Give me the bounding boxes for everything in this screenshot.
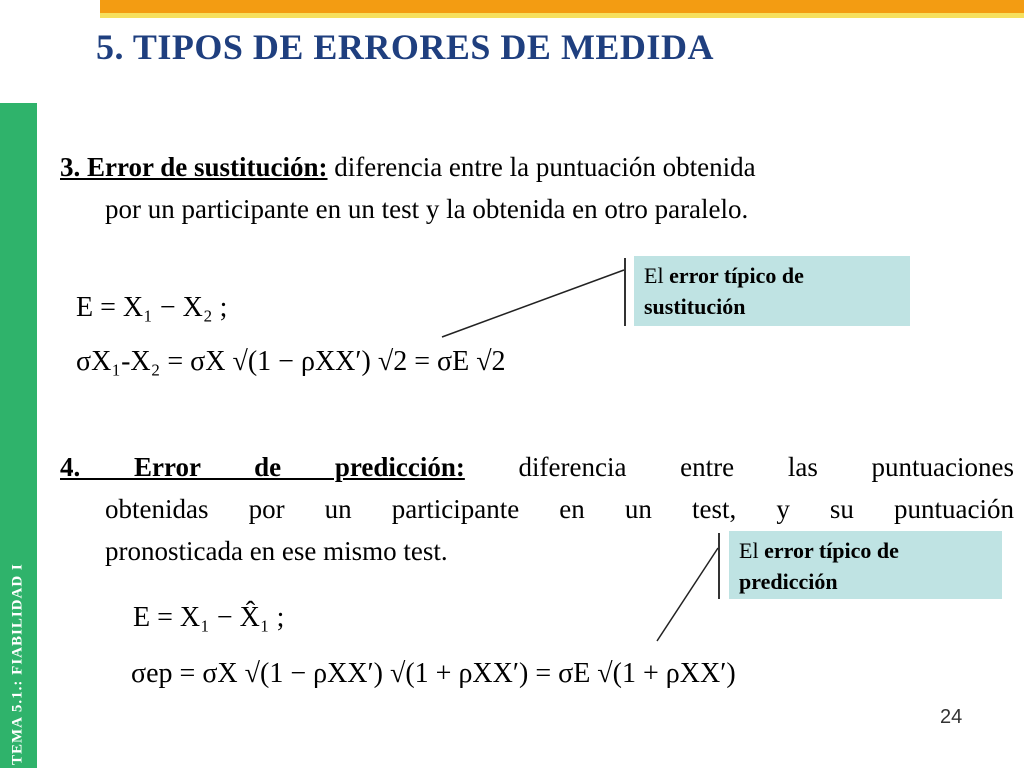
side-label: TEMA 5.1.: FIABILIDAD I (9, 563, 26, 765)
substitution-line1: diferencia entre la puntuación obtenida (327, 152, 756, 182)
formula-substitution-typical-error-text: σX₁-X₂ = σX √(1 − ρXX′) √2 = σE √2 (76, 346, 506, 377)
connector-prediction (657, 548, 718, 641)
callout-substitution-bold: error típico de sustitución (644, 263, 804, 319)
formula-substitution-error-text: E = X₁ − X₂ ; (76, 292, 228, 323)
formula-prediction-error-text: E = X₁ − X̂₁ ; (133, 602, 285, 633)
page-number: 24 (940, 706, 963, 728)
slide-title: 5. TIPOS DE ERRORES DE MEDIDA (96, 27, 714, 67)
term-substitution: 3. Error de sustitución: (60, 152, 328, 182)
substitution-line2: por un participante en un test y la obtenida en otro paralelo. (105, 194, 749, 224)
prediction-line2: obtenidas por un participante en un test, y su puntuación (105, 494, 1014, 524)
prediction-line1: diferencia entre las puntuaciones (464, 452, 1014, 482)
callout-substitution-prefix: El (644, 263, 670, 288)
callout-prediction-bold: error típico de predicción (739, 538, 899, 594)
formula-prediction-typical-error-text: σep = σX √(1 − ρXX′) √(1 + ρXX′) = σE √(1 + ρXX′) (131, 658, 736, 689)
callout-prediction-prefix: El (739, 538, 765, 563)
connector-substitution (442, 270, 624, 337)
term-prediction: 4. Error de predicción: (60, 452, 465, 482)
prediction-line3: pronosticada en ese mismo test. (105, 536, 448, 566)
